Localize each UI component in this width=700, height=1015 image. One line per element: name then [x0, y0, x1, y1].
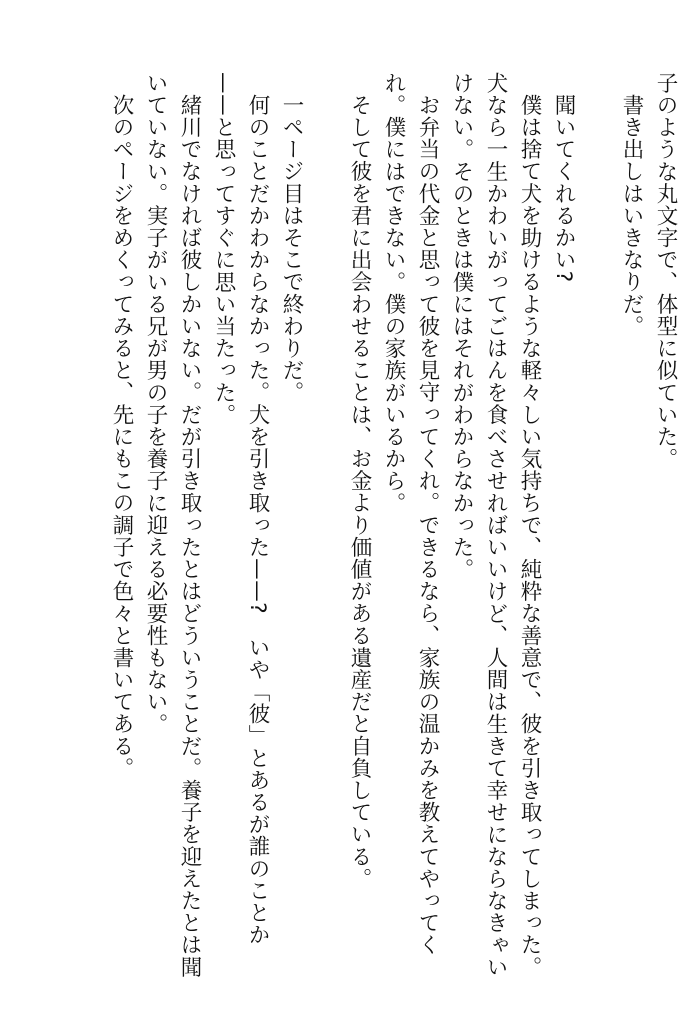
text-paragraph: 何のことだかわからなかった。犬を引き取った——? いや「彼」とあるが誰のことか——と思ってすぐに思い当たった。 [211, 72, 270, 946]
text-paragraph: 書き出しはいきなりだ。 [619, 93, 644, 337]
text-paragraph: 子のような丸文字で、体型に似ていた。 [653, 72, 678, 470]
text-paragraph: 次のページをめくってみると、先にもこの調子で色々と書いてある。 [109, 93, 134, 779]
paragraph-break [580, 72, 614, 982]
text-paragraph: 一ページ目はそこで終わりだ。 [279, 93, 304, 403]
text-paragraph: 緒川でなければ彼しかいない。だが引き取ったとはどういうことだ。養子を迎えたとは聞いていない。実子がいる兄が男の子を養子に迎える必要性もない。 [143, 72, 202, 978]
vertical-text-body [52, 72, 682, 982]
text-paragraph: お弁当の代金と思って彼を見守ってくれ。できるなら、家族の温かみを教えてやってくれ。僕にはできない。僕の家族がいるから。 [381, 72, 440, 956]
text-paragraph: そして彼を君に出会わせることは、お金より価値がある遺産だと自負している。 [347, 93, 372, 890]
text-paragraph: 聞いてくれるかい? [551, 93, 576, 283]
text-paragraph: 僕は捨て犬を助けるような軽々しい気持ちで、純粋な善意で、彼を引き取ってしまった。犬なら一生かわいがってごはんを食べさせればいいけど、人間は生きて幸せにならなきゃいけない。そのときは僕にはそれがわからなかった。 [449, 72, 542, 979]
paragraph-break [308, 72, 342, 982]
